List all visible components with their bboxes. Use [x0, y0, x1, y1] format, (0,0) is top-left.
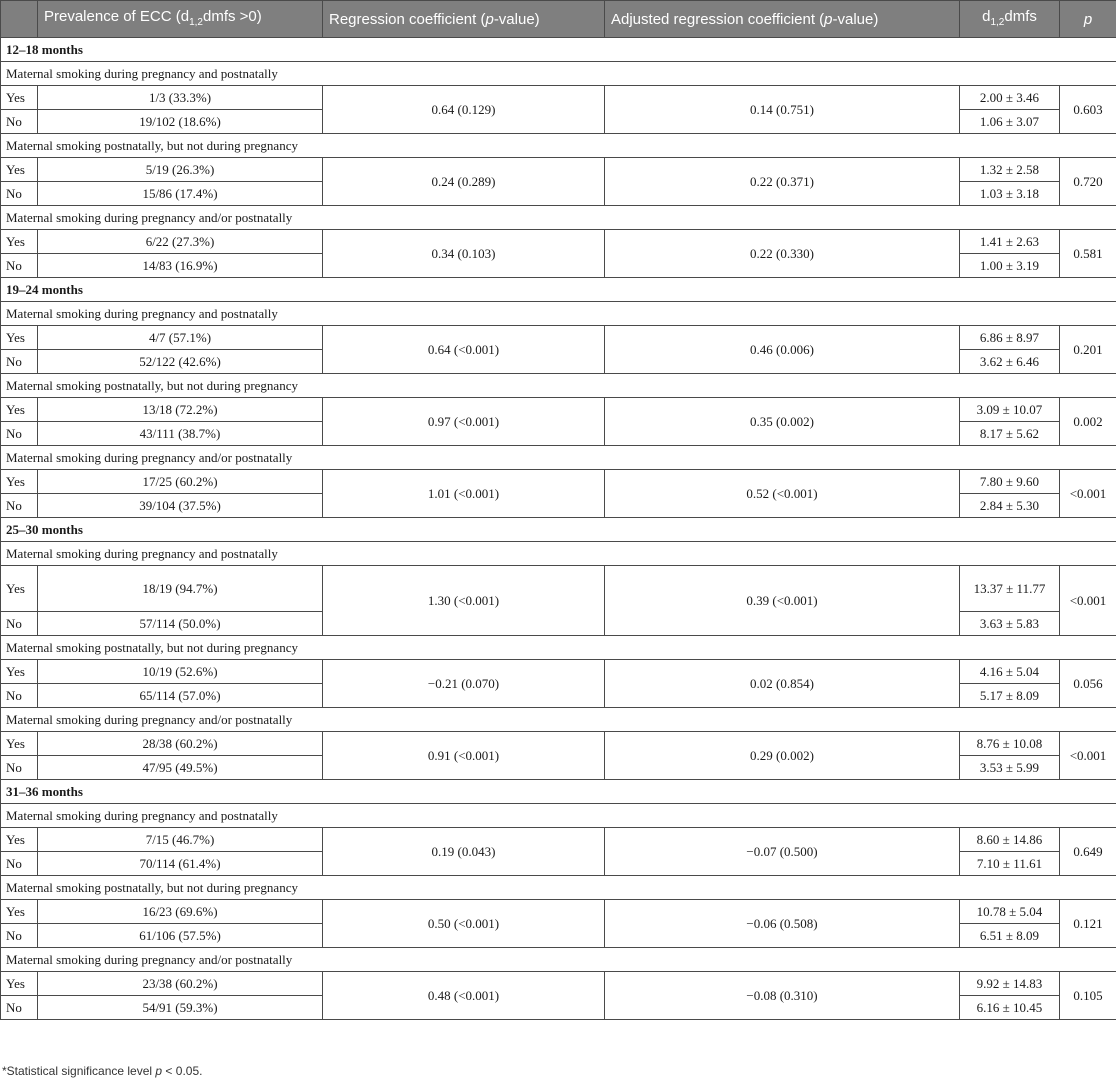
- group-label: 25–30 months: [1, 518, 1116, 542]
- prevalence-cell: 57/114 (50.0%): [38, 612, 323, 636]
- header-blank: [1, 1, 38, 38]
- subgroup-label: Maternal smoking during pregnancy and/or postnatally: [1, 206, 1116, 230]
- dmfs-cell: 5.17 ± 8.09: [960, 684, 1060, 708]
- dmfs-cell: 7.80 ± 9.60: [960, 470, 1060, 494]
- header-adjusted: Adjusted regression coefficient (p-value): [605, 1, 960, 38]
- subgroup-row: [1, 948, 1116, 972]
- subgroup-row: [1, 804, 1116, 828]
- table-row: [1, 566, 1116, 612]
- dmfs-cell: 7.10 ± 11.61: [960, 852, 1060, 876]
- dmfs-cell: 13.37 ± 11.77: [960, 566, 1060, 612]
- row-label-yes: Yes: [1, 828, 38, 852]
- subgroup-label: Maternal smoking postnatally, but not during pregnancy: [1, 636, 1116, 660]
- dmfs-cell: 10.78 ± 5.04: [960, 900, 1060, 924]
- header-row: [1, 1, 1116, 38]
- subgroup-row: [1, 542, 1116, 566]
- subgroup-row: [1, 302, 1116, 326]
- subgroup-row: [1, 134, 1116, 158]
- adjusted-regression-cell: −0.07 (0.500): [605, 828, 960, 876]
- prevalence-cell: 19/102 (18.6%): [38, 110, 323, 134]
- adjusted-regression-cell: 0.35 (0.002): [605, 398, 960, 446]
- row-label-no: No: [1, 756, 38, 780]
- prevalence-cell: 10/19 (52.6%): [38, 660, 323, 684]
- regression-cell: −0.21 (0.070): [323, 660, 605, 708]
- p-value-cell: 0.121: [1060, 900, 1116, 948]
- subgroup-label: Maternal smoking postnatally, but not during pregnancy: [1, 374, 1116, 398]
- subgroup-label: Maternal smoking during pregnancy and postnatally: [1, 542, 1116, 566]
- dmfs-cell: 8.60 ± 14.86: [960, 828, 1060, 852]
- subgroup-label: Maternal smoking during pregnancy and postnatally: [1, 804, 1116, 828]
- prevalence-cell: 52/122 (42.6%): [38, 350, 323, 374]
- prevalence-cell: 28/38 (60.2%): [38, 732, 323, 756]
- row-label-yes: Yes: [1, 326, 38, 350]
- table-row: [1, 828, 1116, 852]
- p-value-cell: 0.581: [1060, 230, 1116, 278]
- p-value-cell: 0.105: [1060, 972, 1116, 1020]
- subgroup-row: [1, 62, 1116, 86]
- p-value-cell: 0.201: [1060, 326, 1116, 374]
- dmfs-cell: 6.16 ± 10.45: [960, 996, 1060, 1020]
- adjusted-regression-cell: 0.46 (0.006): [605, 326, 960, 374]
- table-row: [1, 86, 1116, 110]
- regression-cell: 0.34 (0.103): [323, 230, 605, 278]
- prevalence-cell: 16/23 (69.6%): [38, 900, 323, 924]
- dmfs-cell: 6.86 ± 8.97: [960, 326, 1060, 350]
- header-prevalence: Prevalence of ECC $(d_{1,2}dmfs >0)$: [38, 1, 323, 38]
- adjusted-regression-cell: −0.08 (0.310): [605, 972, 960, 1020]
- regression-cell: 0.97 (<0.001): [323, 398, 605, 446]
- adjusted-regression-cell: 0.22 (0.330): [605, 230, 960, 278]
- regression-cell: 0.48 (<0.001): [323, 972, 605, 1020]
- header-regression: Regression coefficient (p-value): [323, 1, 605, 38]
- row-label-yes: Yes: [1, 732, 38, 756]
- dmfs-cell: 8.76 ± 10.08: [960, 732, 1060, 756]
- row-label-no: No: [1, 494, 38, 518]
- p-value-cell: <0.001: [1060, 732, 1116, 780]
- prevalence-cell: 5/19 (26.3%): [38, 158, 323, 182]
- subgroup-row: [1, 876, 1116, 900]
- p-value-cell: 0.603: [1060, 86, 1116, 134]
- row-label-no: No: [1, 110, 38, 134]
- row-label-no: No: [1, 684, 38, 708]
- group-row: [1, 278, 1116, 302]
- dmfs-cell: 3.09 ± 10.07: [960, 398, 1060, 422]
- adjusted-regression-cell: 0.39 (<0.001): [605, 566, 960, 636]
- regression-cell: 0.64 (<0.001): [323, 326, 605, 374]
- adjusted-regression-cell: 0.29 (0.002): [605, 732, 960, 780]
- prevalence-cell: 54/91 (59.3%): [38, 996, 323, 1020]
- adjusted-regression-cell: −0.06 (0.508): [605, 900, 960, 948]
- row-label-yes: Yes: [1, 158, 38, 182]
- regression-cell: 0.19 (0.043): [323, 828, 605, 876]
- p-value-cell: <0.001: [1060, 470, 1116, 518]
- p-value-cell: 0.056: [1060, 660, 1116, 708]
- row-label-no: No: [1, 852, 38, 876]
- table-row: [1, 230, 1116, 254]
- prevalence-cell: 47/95 (49.5%): [38, 756, 323, 780]
- prevalence-cell: 4/7 (57.1%): [38, 326, 323, 350]
- adjusted-regression-cell: 0.14 (0.751): [605, 86, 960, 134]
- dmfs-cell: 8.17 ± 5.62: [960, 422, 1060, 446]
- p-value-cell: 0.649: [1060, 828, 1116, 876]
- row-label-yes: Yes: [1, 230, 38, 254]
- prevalence-cell: 65/114 (57.0%): [38, 684, 323, 708]
- table-body: [1, 38, 1116, 1020]
- subgroup-label: Maternal smoking during pregnancy and/or postnatally: [1, 948, 1116, 972]
- dmfs-cell: 9.92 ± 14.83: [960, 972, 1060, 996]
- row-label-no: No: [1, 924, 38, 948]
- dmfs-cell: 2.84 ± 5.30: [960, 494, 1060, 518]
- adjusted-regression-cell: 0.22 (0.371): [605, 158, 960, 206]
- header-dmfs: $d_{1,2}dmfs$: [960, 1, 1060, 38]
- prevalence-cell: 70/114 (61.4%): [38, 852, 323, 876]
- header-p: p: [1060, 1, 1116, 38]
- footnote: *Statistical significance level p < 0.05.: [2, 1064, 203, 1078]
- row-label-no: No: [1, 254, 38, 278]
- regression-cell: 0.24 (0.289): [323, 158, 605, 206]
- dmfs-cell: 3.62 ± 6.46: [960, 350, 1060, 374]
- row-label-yes: Yes: [1, 470, 38, 494]
- prevalence-cell: 39/104 (37.5%): [38, 494, 323, 518]
- row-label-yes: Yes: [1, 972, 38, 996]
- table-row: [1, 470, 1116, 494]
- table-row: [1, 900, 1116, 924]
- prevalence-cell: 7/15 (46.7%): [38, 828, 323, 852]
- row-label-yes: Yes: [1, 660, 38, 684]
- p-value-cell: 0.002: [1060, 398, 1116, 446]
- table-row: [1, 326, 1116, 350]
- prevalence-cell: 23/38 (60.2%): [38, 972, 323, 996]
- row-label-yes: Yes: [1, 86, 38, 110]
- subgroup-row: [1, 206, 1116, 230]
- group-label: 19–24 months: [1, 278, 1116, 302]
- prevalence-cell: 1/3 (33.3%): [38, 86, 323, 110]
- dmfs-cell: 6.51 ± 8.09: [960, 924, 1060, 948]
- dmfs-cell: 1.06 ± 3.07: [960, 110, 1060, 134]
- regression-cell: 1.01 (<0.001): [323, 470, 605, 518]
- dmfs-cell: 3.63 ± 5.83: [960, 612, 1060, 636]
- subgroup-row: [1, 636, 1116, 660]
- row-label-yes: Yes: [1, 398, 38, 422]
- dmfs-cell: 2.00 ± 3.46: [960, 86, 1060, 110]
- regression-cell: 1.30 (<0.001): [323, 566, 605, 636]
- table-row: [1, 972, 1116, 996]
- table-row: [1, 660, 1116, 684]
- subgroup-row: [1, 708, 1116, 732]
- row-label-yes: Yes: [1, 566, 38, 612]
- p-value-cell: <0.001: [1060, 566, 1116, 636]
- adjusted-regression-cell: 0.52 (<0.001): [605, 470, 960, 518]
- dmfs-cell: 1.03 ± 3.18: [960, 182, 1060, 206]
- subgroup-label: Maternal smoking postnatally, but not during pregnancy: [1, 134, 1116, 158]
- table-row: [1, 398, 1116, 422]
- group-row: [1, 518, 1116, 542]
- subgroup-label: Maternal smoking postnatally, but not during pregnancy: [1, 876, 1116, 900]
- dmfs-cell: 4.16 ± 5.04: [960, 660, 1060, 684]
- table-row: [1, 158, 1116, 182]
- subgroup-label: Maternal smoking during pregnancy and postnatally: [1, 302, 1116, 326]
- row-label-yes: Yes: [1, 900, 38, 924]
- prevalence-cell: 17/25 (60.2%): [38, 470, 323, 494]
- regression-cell: 0.50 (<0.001): [323, 900, 605, 948]
- subgroup-label: Maternal smoking during pregnancy and/or postnatally: [1, 708, 1116, 732]
- prevalence-cell: 15/86 (17.4%): [38, 182, 323, 206]
- row-label-no: No: [1, 182, 38, 206]
- group-row: [1, 38, 1116, 62]
- prevalence-cell: 6/22 (27.3%): [38, 230, 323, 254]
- table-row: [1, 732, 1116, 756]
- row-label-no: No: [1, 350, 38, 374]
- row-label-no: No: [1, 612, 38, 636]
- subgroup-row: [1, 446, 1116, 470]
- dmfs-cell: 1.32 ± 2.58: [960, 158, 1060, 182]
- regression-cell: 0.91 (<0.001): [323, 732, 605, 780]
- regression-cell: 0.64 (0.129): [323, 86, 605, 134]
- p-value-cell: 0.720: [1060, 158, 1116, 206]
- dmfs-cell: 3.53 ± 5.99: [960, 756, 1060, 780]
- adjusted-regression-cell: 0.02 (0.854): [605, 660, 960, 708]
- prevalence-cell: 61/106 (57.5%): [38, 924, 323, 948]
- group-label: 31–36 months: [1, 780, 1116, 804]
- prevalence-cell: 18/19 (94.7%): [38, 566, 323, 612]
- prevalence-cell: 13/18 (72.2%): [38, 398, 323, 422]
- subgroup-label: Maternal smoking during pregnancy and/or postnatally: [1, 446, 1116, 470]
- prevalence-cell: 43/111 (38.7%): [38, 422, 323, 446]
- group-label: 12–18 months: [1, 38, 1116, 62]
- dmfs-cell: 1.00 ± 3.19: [960, 254, 1060, 278]
- subgroup-label: Maternal smoking during pregnancy and postnatally: [1, 62, 1116, 86]
- prevalence-cell: 14/83 (16.9%): [38, 254, 323, 278]
- group-row: [1, 780, 1116, 804]
- row-label-no: No: [1, 996, 38, 1020]
- subgroup-row: [1, 374, 1116, 398]
- row-label-no: No: [1, 422, 38, 446]
- dmfs-cell: 1.41 ± 2.63: [960, 230, 1060, 254]
